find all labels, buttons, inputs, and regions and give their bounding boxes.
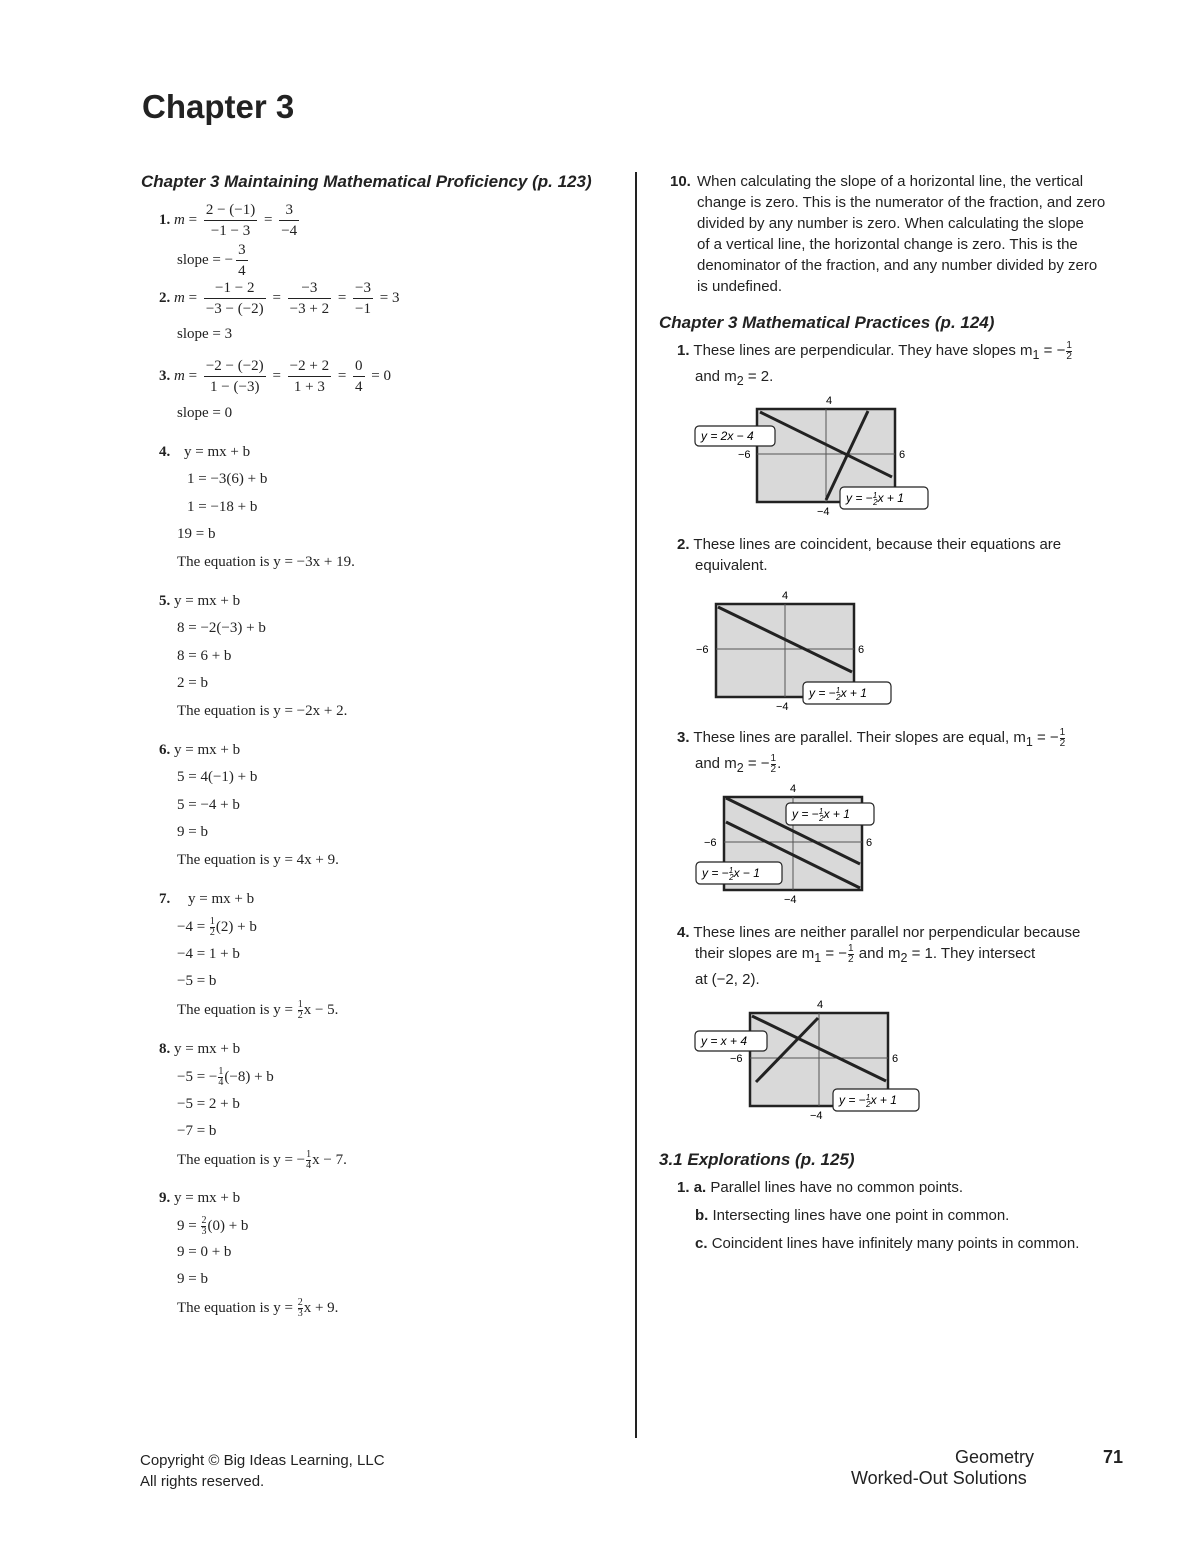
fraction: $\frac{-2 + 2}{1 + 3}$	[289, 358, 330, 395]
svg-text:−4: −4	[810, 1110, 823, 1122]
section-heading-practices: Chapter 3 Mathematical Practices (p. 124)	[659, 313, 995, 332]
graph-4	[690, 994, 930, 1124]
graph-1	[690, 390, 940, 520]
slope-label: slope =	[177, 251, 221, 268]
problem-6: 6. y = mx + b 5 = 4(−1) + b 5 = −4 + b 9 = b The equation is y = 4x + 9.	[159, 742, 339, 868]
slope-line: slope = 0	[177, 405, 233, 421]
problem-number: 1.	[159, 211, 171, 228]
practice-3: 3. These lines are parallel. Their slopes are equal, $m_1$ = − $\frac{1}{2}$ and $m_2$ = − $\frac{1}{2}$ .	[677, 726, 1066, 775]
section-heading-mmp: Chapter 3 Maintaining Mathematical Proficiency (p. 123)	[141, 172, 592, 191]
problem-7: 7. y = mx + b −4 = $\frac{1}{2}$ (2) + b −4 = 1 + b −5 = b The equation is y = $\frac{1}{2}$ x − 5.	[159, 891, 339, 1021]
column-divider	[635, 172, 637, 1438]
svg-text:−4: −4	[817, 506, 830, 518]
fraction: $\frac{3}{-4}$	[281, 202, 298, 239]
svg-text:y = −12x − 1: y = −$^1$ 2x − 1	[702, 866, 760, 882]
problem-number: 2.	[159, 289, 171, 306]
problem-1: 1. m = $\frac{2 - (-1)}{-1 - 3}$ = $\frac{3}{-4}$ slope = − $\frac{3}{4}$	[159, 202, 298, 279]
svg-text:y = −12x + 1: y = −$^1$ 2x + 1	[792, 807, 850, 823]
svg-text:6: 6	[858, 644, 865, 656]
footer-book-title: Geometry	[955, 1447, 1035, 1467]
svg-text:−6: −6	[730, 1053, 743, 1065]
exploration-1: 1. a. Parallel lines have no common points. b. Intersecting lines have one point in common. c. Coincident lines have infinitely many points in common.	[677, 1179, 1080, 1252]
practice-4: 4. These lines are neither parallel nor perpendicular because their slopes are $m_1$ = − $\frac{1}{2}$ and $m_2 = 1$. They intersect at (−2, 2).	[677, 924, 1081, 988]
fraction: $\frac{-1 - 2}{-3 - (-2)}$	[205, 280, 264, 317]
svg-text:−4: −4	[784, 894, 797, 906]
var-m: m	[174, 211, 185, 228]
svg-text:y = 2x − 4: y = 2x − 4	[701, 429, 754, 443]
conclusion: The equation is y = − $\frac{1}{4}$ x − 7.	[177, 1149, 347, 1171]
fraction: $\frac{-3}{-3 + 2}$	[289, 280, 330, 317]
svg-text:6: 6	[899, 449, 906, 461]
footer-subtitle: Worked-Out Solutions	[851, 1468, 1027, 1488]
svg-text:−6: −6	[738, 449, 751, 461]
conclusion: The equation is y = −2x + 2.	[177, 703, 348, 719]
footer-copyright: Copyright © Big Ideas Learning, LLC All rights reserved.	[140, 1452, 385, 1490]
slope-line: slope = 3	[177, 326, 233, 342]
practice-2: 2. These lines are coincident, because their equations are equivalent.	[677, 536, 1062, 574]
fraction: $\frac{0}{4}$	[355, 358, 363, 395]
conclusion: The equation is y = 4x + 9.	[177, 852, 339, 868]
svg-text:4: 4	[782, 590, 789, 602]
svg-text:y = −12x + 1: y = −$^1$ 2x + 1	[846, 491, 904, 507]
problem-10: 10. When calculating the slope of a horizontal line, the vertical change is zero. This is the numerator of the fraction, and zero divided by any number is zero. When calculating the slope of a vertical line, the horizontal change is zero. This is the denominator of the fraction, and any number divided by zero is undefined.	[670, 173, 1106, 295]
problem-4: 4. y = mx + b 1 = −3(6) + b 1 = −18 + b 19 = b The equation is y = −3x + 19.	[159, 444, 355, 570]
fraction: $\frac{-3}{-1}$	[355, 280, 372, 317]
graph-3	[690, 778, 910, 908]
problem-3: 3. m = $\frac{-2 - (-2)}{1 - (-3)}$ = $\frac{-2 + 2}{1 + 3}$ = $\frac{0}{4}$ = 0 slope = 0	[159, 358, 392, 421]
svg-text:−6: −6	[696, 644, 709, 656]
svg-text:4: 4	[826, 395, 833, 407]
svg-text:y = x + 4: y = x + 4	[701, 1034, 748, 1048]
svg-text:y = −12x + 1: y = −$^1$ 2x + 1	[839, 1093, 897, 1109]
conclusion: The equation is y = $\frac{1}{2}$ x − 5.	[177, 999, 339, 1021]
fraction: $\frac{2 - (-1)}{-1 - 3}$	[205, 202, 256, 239]
fraction: $\frac{3}{4}$	[238, 242, 246, 279]
problem-8: 8. y = mx + b −5 = − $\frac{1}{4}$ (−8) + b −5 = 2 + b −7 = b The equation is y = − $\frac{1}{4}$ x − 7.	[159, 1041, 347, 1171]
chapter-title: Chapter 3	[142, 88, 295, 125]
section-heading-explorations: 3.1 Explorations (p. 125)	[659, 1150, 855, 1169]
problem-5: 5. y = mx + b 8 = −2(−3) + b 8 = 6 + b 2 = b The equation is y = −2x + 2.	[159, 593, 348, 719]
svg-text:6: 6	[892, 1053, 899, 1065]
svg-text:4: 4	[790, 783, 797, 795]
svg-text:y = −12x + 1: y = −$^1$ 2x + 1	[809, 686, 867, 702]
page-number: 71	[1103, 1447, 1124, 1467]
svg-text:−4: −4	[776, 701, 789, 713]
svg-text:6: 6	[866, 837, 873, 849]
graph-2	[690, 585, 910, 715]
problem-9: 9. y = mx + b 9 = $\frac{2}{3}$ (0) + b 9 = 0 + b 9 = b The equation is y = $\frac{2}{3}$ x + 9.	[159, 1190, 339, 1319]
fraction: $\frac{-2 - (-2)}{1 - (-3)}$	[205, 358, 264, 395]
conclusion: The equation is y = −3x + 19.	[177, 554, 355, 570]
problem-2: 2. m = $\frac{-1 - 2}{-3 - (-2)}$ = $\frac{-3}{-3 + 2}$ = $\frac{-3}{-1}$ = 3 slope = 3	[159, 280, 400, 342]
problem-number: 3.	[159, 367, 171, 384]
svg-text:4: 4	[817, 999, 824, 1011]
practice-1: 1. These lines are perpendicular. They have slopes $m_1$ = − $\frac{1}{2}$ and $m_2 = 2$.	[677, 339, 1072, 388]
conclusion: The equation is y = $\frac{2}{3}$ x + 9.	[177, 1297, 339, 1319]
svg-text:−6: −6	[704, 837, 717, 849]
